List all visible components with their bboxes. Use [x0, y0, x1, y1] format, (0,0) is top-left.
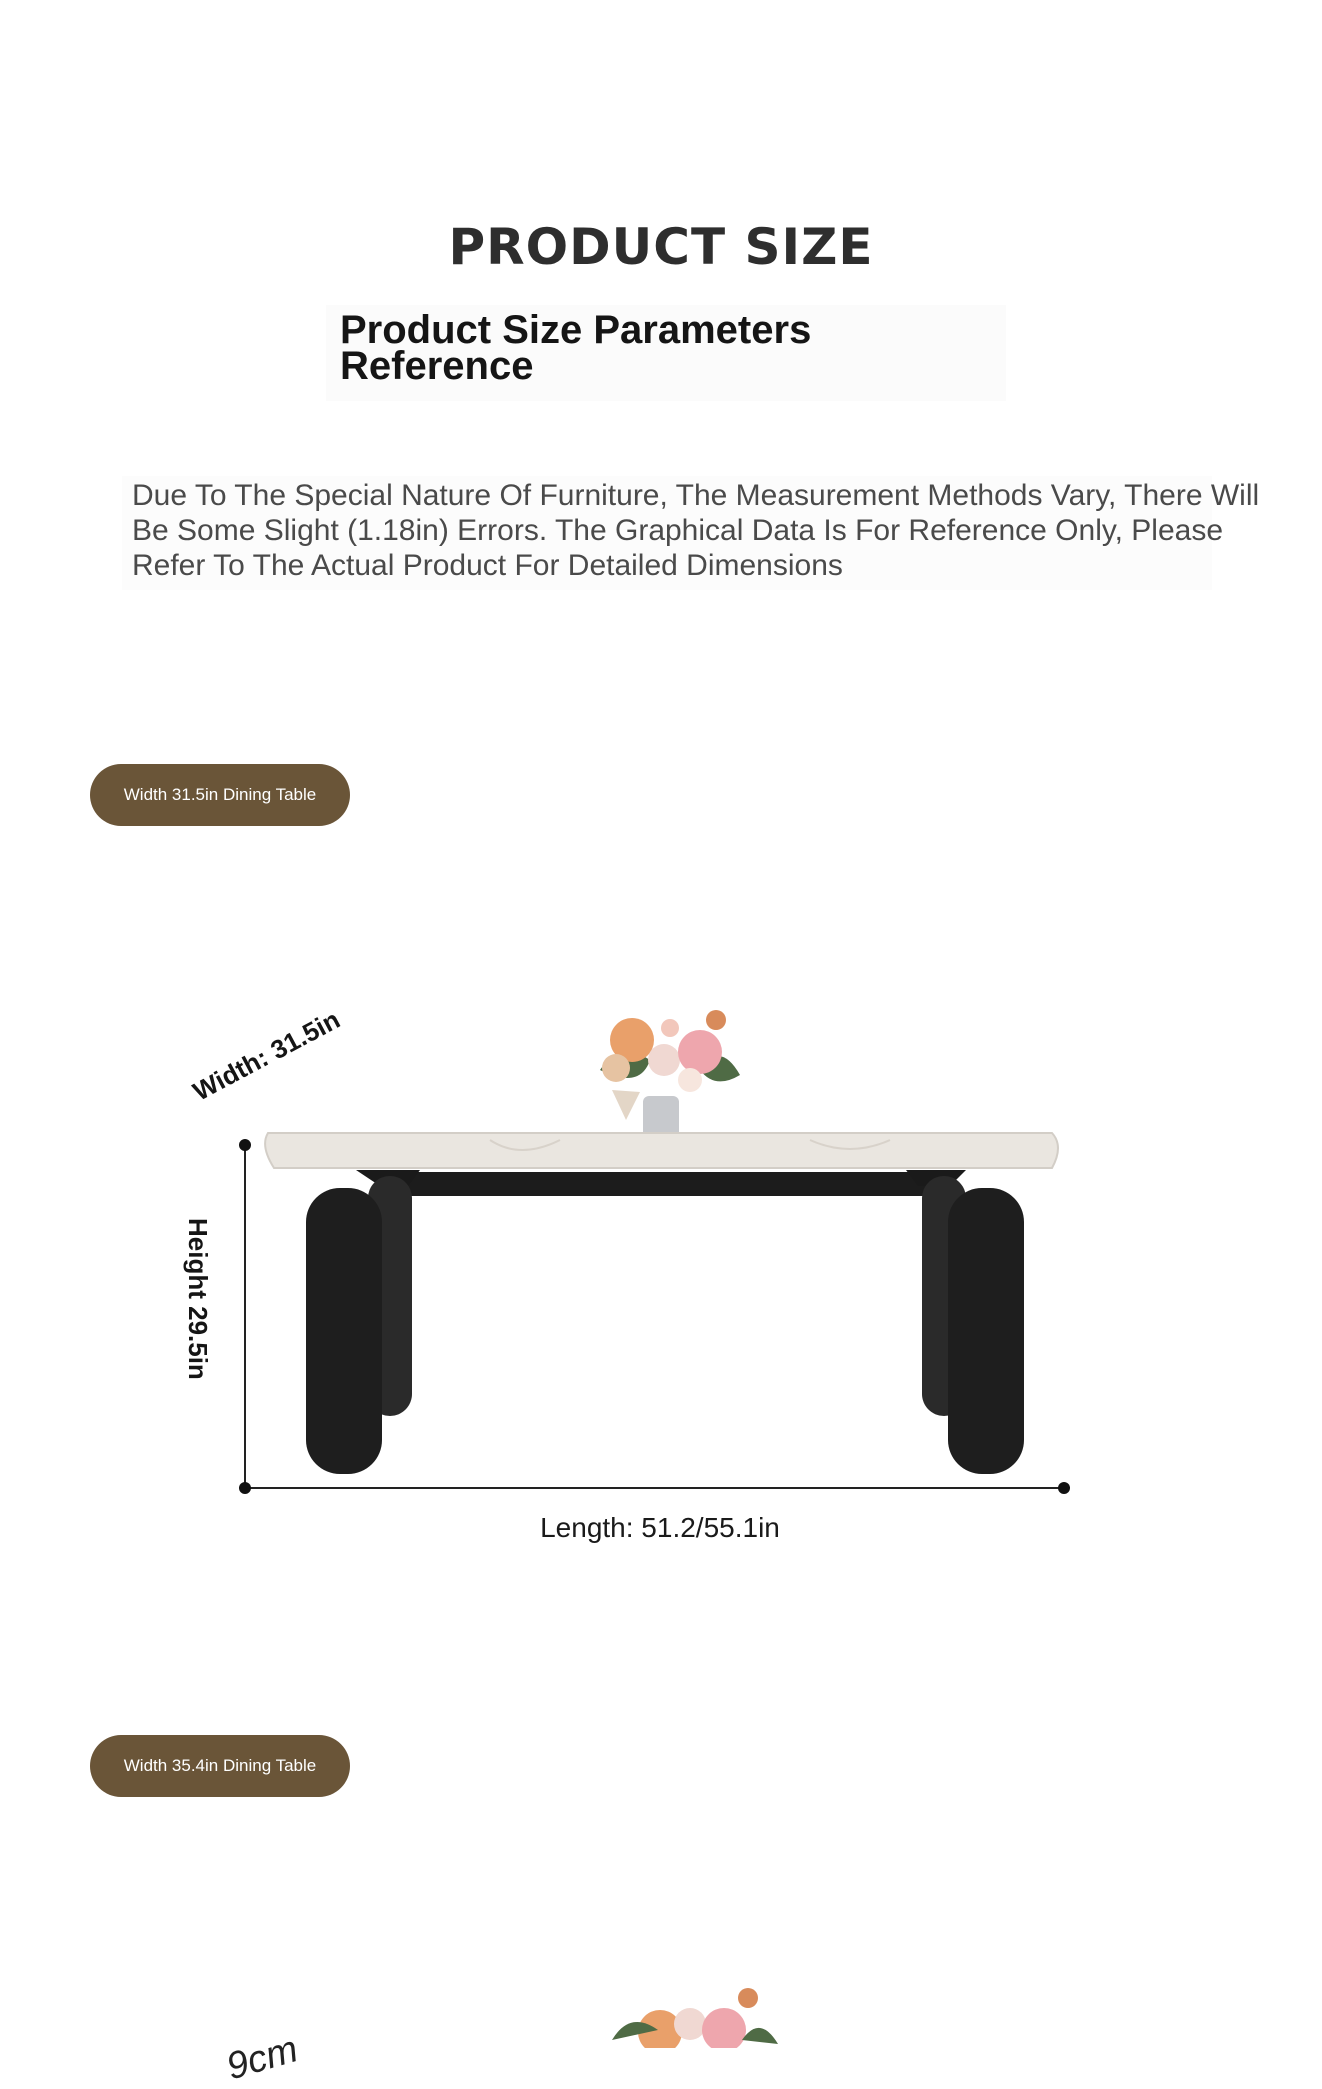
measurement-notice: Due To The Special Nature Of Furniture, The Measurement Methods Vary, There Will Be Some Slight (1.18in) Errors. The Graphical Data Is For Reference Only, Please Refer To The Actual Product For Detailed Dimensions — [132, 479, 1260, 582]
dining-table-illustration-2 — [612, 1988, 778, 2048]
table-apron — [380, 1172, 940, 1196]
page-subtitle: Product Size Parameters Reference — [340, 308, 812, 388]
length-dimension-label: Length: 51.2/55.1in — [540, 1512, 780, 1543]
page-title: PRODUCT SIZE — [448, 218, 874, 276]
tabletop — [265, 1133, 1058, 1168]
height-dimension-label: Height 29.5in — [183, 1218, 213, 1380]
flower-vase-icon — [600, 1010, 740, 1144]
section-label-width-35-4: Width 35.4in Dining Table — [90, 1735, 350, 1797]
section-label-width-31-5: Width 31.5in Dining Table — [90, 764, 350, 826]
width-dimension-label-partial: 9cm — [222, 2028, 303, 2089]
width-dimension-label: Width: 31.5in — [188, 1004, 345, 1107]
table-leg-front-right — [948, 1188, 1024, 1474]
table-leg-front-left — [306, 1188, 382, 1474]
